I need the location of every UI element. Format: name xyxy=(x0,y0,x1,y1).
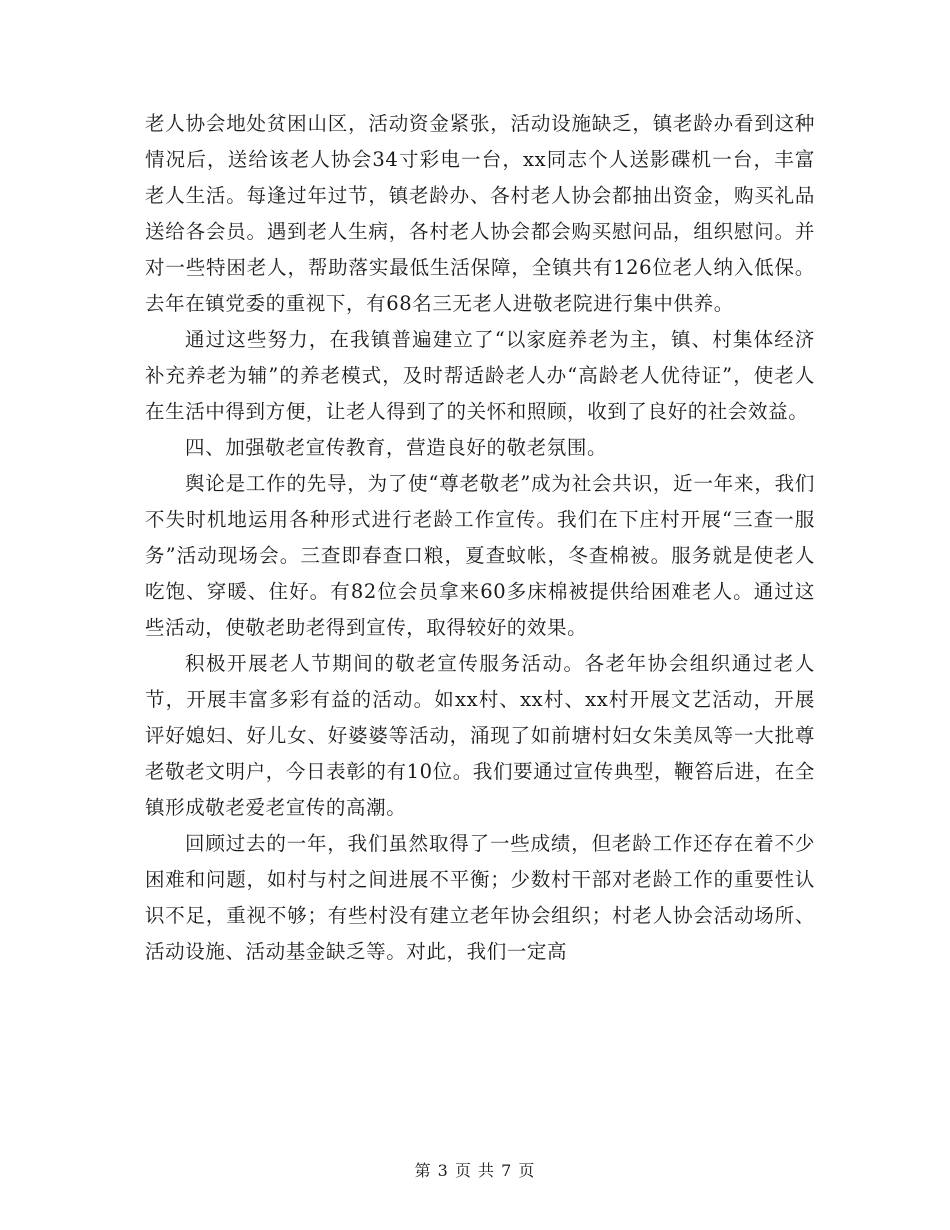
paragraph-1: 老人协会地处贫困山区，活动资金紧张，活动设施缺乏，镇老龄办看到这种情况后，送给该老人协会34寸彩电一台，xx同志个人送影碟机一台，丰富老人生活。每逢过年过节，镇老龄办、各村老人协会都抽出资金，购买礼品送给各会员。遇到老人生病，各村老人协会都会购买慰问品，组织慰问。并对一些特困老人，帮助落实最低生活保障，全镇共有126位老人纳入低保。去年在镇党委的重视下，有68名三无老人进敬老院进行集中供养。 xyxy=(145,112,815,315)
paragraph-6: 回顾过去的一年，我们虽然取得了一些成绩，但老龄工作还存在着不少困难和问题，如村与村之间进展不平衡；少数村干部对老龄工作的重要性认识不足，重视不够；有些村没有建立老年协会组织；村老人协会活动场所、活动设施、活动基金缺乏等。对此，我们一定高 xyxy=(145,832,815,963)
paragraph-4: 舆论是工作的先导，为了使“尊老敬老”成为社会共识，近一年来，我们不失时机地运用各种形式进行老龄工作宣传。我们在下庄村开展“三查一服务”活动现场会。三查即春查口粮，夏查蚊帐，冬查棉被。服务就是使老人吃饱、穿暖、住好。有82位会员拿来60多床棉被提供给困难老人。通过这些活动，使敬老助老得到宣传，取得较好的效果。 xyxy=(145,472,815,639)
paragraph-5: 积极开展老人节期间的敬老宣传服务活动。各老年协会组织通过老人节，开展丰富多彩有益的活动。如xx村、xx村、xx村开展文艺活动，开展评好媳妇、好儿女、好婆婆等活动，涌现了如前塘村妇女朱美凤等一大批尊老敬老文明户，今日表彰的有10位。我们要通过宣传典型，鞭笞后进，在全镇形成敬老爱老宣传的高潮。 xyxy=(145,652,815,819)
document-body xyxy=(145,106,815,970)
section-heading: 四、加强敬老宣传教育，营造良好的敬老氛围。 xyxy=(185,436,608,459)
paragraph-2: 通过这些努力，在我镇普遍建立了“以家庭养老为主，镇、村集体经济补充养老为辅”的养老模式，及时帮适龄老人办“高龄老人优待证”，使老人在生活中得到方便，让老人得到了的关怀和照顾，收到了良好的社会效益。 xyxy=(145,328,815,423)
page-number-footer: 第 3 页 共 7 页 xyxy=(414,1161,536,1180)
